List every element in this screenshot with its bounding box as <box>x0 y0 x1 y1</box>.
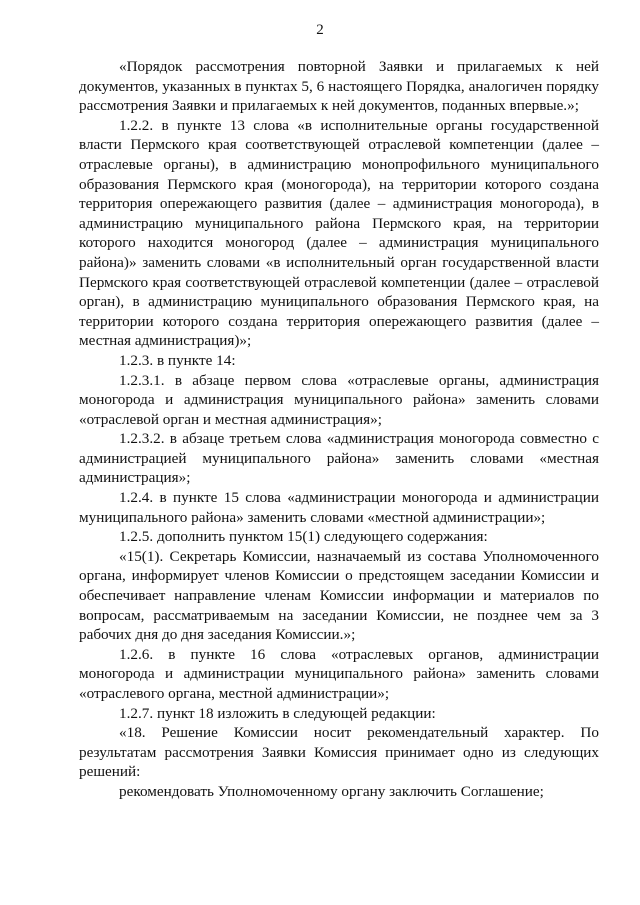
paragraph-1-2-2: 1.2.2. в пункте 13 слова «в исполнительные органы государственной власти Пермского края соответствующей отраслевой компетенции (далее – отраслевые органы), в администрацию монопрофильного муниципального образования Пермского края (моногорода), на территории которого создана территория опережающего развития (далее – администрация моногорода), в администрацию муниципального района Пермского края, на территории которого находится моногород (далее – администрация муниципального района)» заменить словами «в исполнительный орган государственной власти Пермского края соответствующей отраслевой компетенции (далее – отраслевой орган), в администрацию муниципального образования Пермского края, на территории которого создана территория опережающего развития (далее – местная администрация)»; <box>79 116 599 350</box>
paragraph-1-2-3: 1.2.3. в пункте 14: <box>119 351 236 369</box>
paragraph-recommend: рекомендовать Уполномоченному органу заключить Соглашение; <box>119 782 544 800</box>
paragraph-1-2-3-1: 1.2.3.1. в абзаце первом слова «отраслевые органы, администрация моногорода и администрация муниципального района» заменить словами «отраслевой орган и местная администрация»; <box>79 371 599 428</box>
paragraph-1-2-3-2: 1.2.3.2. в абзаце третьем слова «администрация моногорода совместно с администрацией муниципального района» заменить словами «местная администрация»; <box>79 430 599 487</box>
document-body <box>79 57 599 802</box>
paragraph-18: «18. Решение Комиссии носит рекомендательный характер. По результатам рассмотрения Заявки Комиссия принимает одно из следующих решений: <box>79 724 599 781</box>
page-number: 2 <box>316 22 324 38</box>
paragraph-1-2-7: 1.2.7. пункт 18 изложить в следующей редакции: <box>119 704 436 722</box>
paragraph-1-2-5: 1.2.5. дополнить пунктом 15(1) следующего содержания: <box>119 528 488 546</box>
paragraph-15-1: «15(1). Секретарь Комиссии, назначаемый из состава Уполномоченного органа, информирует членов Комиссии о предстоящем заседании Комиссии и обеспечивает направление членам Комиссии информации и материалов по вопросам, рассматриваемым на заседании Комиссии, не позднее чем за 3 рабочих дня до дня заседания Комиссии.»; <box>79 547 599 644</box>
paragraph-1-2-4: 1.2.4. в пункте 15 слова «администрации моногорода и администрации муниципального района» заменить словами «местной администрации»; <box>79 489 599 526</box>
paragraph-1-2-6: 1.2.6. в пункте 16 слова «отраслевых органов, администрации моногорода и администрации муниципального района» заменить словами «отраслевого органа, местной администрации»; <box>79 645 599 702</box>
paragraph-procedure-repeat: «Порядок рассмотрения повторной Заявки и прилагаемых к ней документов, указанных в пунктах 5, 6 настоящего Порядка, аналогичен порядку рассмотрения Заявки и прилагаемых к ней документов, поданных впервые.»; <box>79 58 599 115</box>
